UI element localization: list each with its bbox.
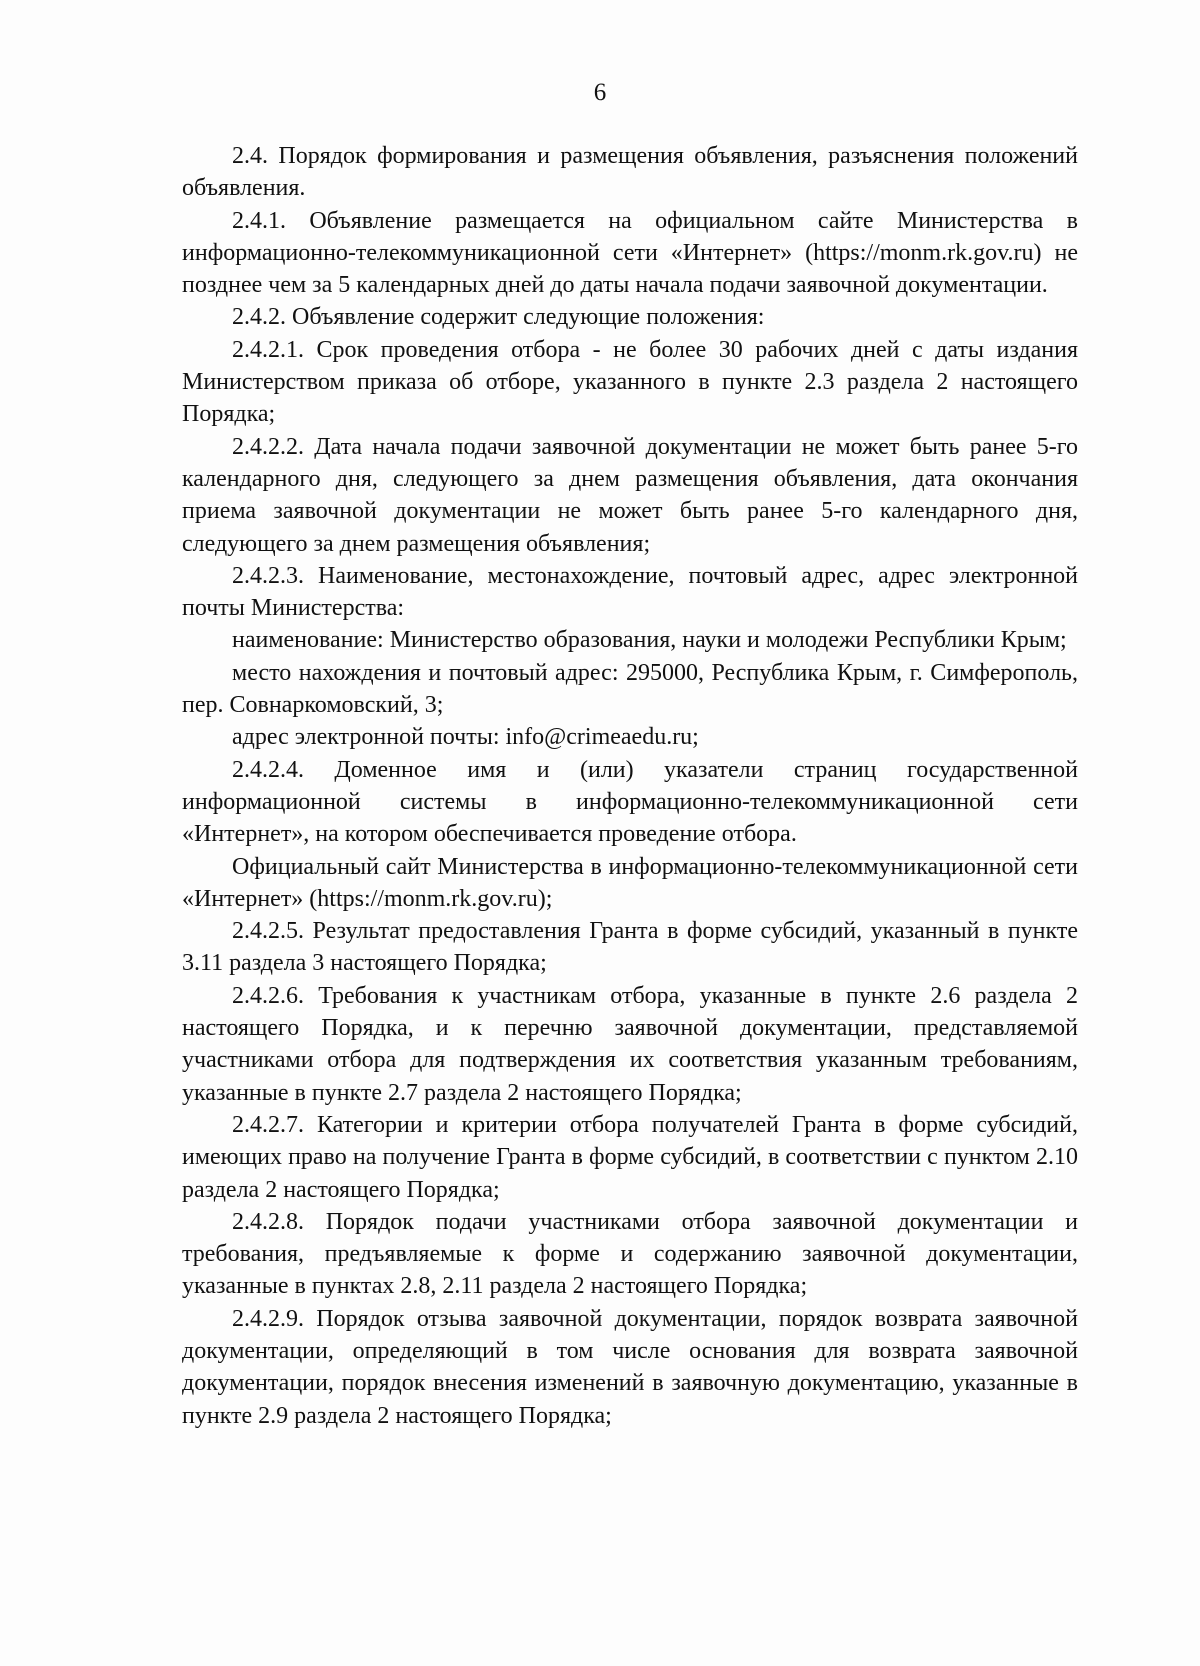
section-heading-2-4: 2.4. Порядок формирования и размещения объявления, разъяснения положений объявления. [182, 143, 1078, 202]
clause-2-4-2-2: 2.4.2.2. Дата начала подачи заявочной документации не может быть ранее 5-го календарного дня, следующего за днем размещения объявления, дата окончания приема заявочной документации не может быть ранее 5-го календарного дня, следующего за днем размещения объявления; [182, 433, 1078, 557]
clause-2-4-2-9: 2.4.2.9. Порядок отзыва заявочной документации, порядок возврата заявочной документации, определяющий в том числе основания для возврата заявочной документации, порядок внесения изменений в заявочную документацию, указанные в пункте 2.9 раздела 2 настоящего Порядка; [182, 1305, 1078, 1429]
official-site: Официальный сайт Министерства в информационно-телекоммуникационной сети «Интернет» (https://monm.rk.gov.ru); [182, 853, 1078, 912]
clause-2-4-2-1: 2.4.2.1. Срок проведения отбора - не более 30 рабочих дней с даты издания Министерством приказа об отборе, указанного в пункте 2.3 раздела 2 настоящего Порядка; [182, 336, 1078, 428]
clause-2-4-2-4: 2.4.2.4. Доменное имя и (или) указатели страниц государственной информационной системы в информационно-телекоммуникационной сети «Интернет», на котором обеспечивается проведение отбора. [182, 756, 1078, 848]
clause-2-4-2-8: 2.4.2.8. Порядок подачи участниками отбора заявочной документации и требования, предъявляемые к форме и содержанию заявочной документации, указанные в пунктах 2.8, 2.11 раздела 2 настоящего Порядка; [182, 1208, 1078, 1300]
page-number: 6 [593, 79, 607, 106]
clause-2-4-2-7: 2.4.2.7. Категории и критерии отбора получателей Гранта в форме субсидий, имеющих право на получение Гранта в форме субсидий, в соответствии с пунктом 2.10 раздела 2 настоящего Порядка; [182, 1111, 1078, 1203]
ministry-name: наименование: Министерство образования, науки и молодежи Республики Крым; [232, 627, 1067, 654]
document-body [182, 140, 1078, 1432]
clause-2-4-2-5: 2.4.2.5. Результат предоставления Гранта в форме субсидий, указанный в пункте 3.11 раздела 3 настоящего Порядка; [182, 918, 1078, 977]
clause-2-4-2-6: 2.4.2.6. Требования к участникам отбора, указанные в пункте 2.6 раздела 2 настоящего Порядка, и к перечню заявочной документации, представляемой участниками отбора для подтверждения их соответствия указанным требованиям, указанные в пункте 2.7 раздела 2 настоящего Порядка; [182, 982, 1078, 1106]
clause-2-4-2-3: 2.4.2.3. Наименование, местонахождение, почтовый адрес, адрес электронной почты Министерства: [182, 562, 1078, 622]
ministry-email: адрес электронной почты: info@crimeaedu.ru; [232, 724, 699, 751]
clause-2-4-1: 2.4.1. Объявление размещается на официальном сайте Министерства в информационно-телекоммуникационной сети «Интернет» (https://monm.rk.gov.ru) не позднее чем за 5 календарных дней до даты начала подачи заявочной документации. [182, 207, 1078, 299]
ministry-address: место нахождения и почтовый адрес: 295000, Республика Крым, г. Симферополь, пер. Совнаркомовский, 3; [182, 659, 1078, 719]
clause-2-4-2: 2.4.2. Объявление содержит следующие положения: [232, 304, 765, 331]
